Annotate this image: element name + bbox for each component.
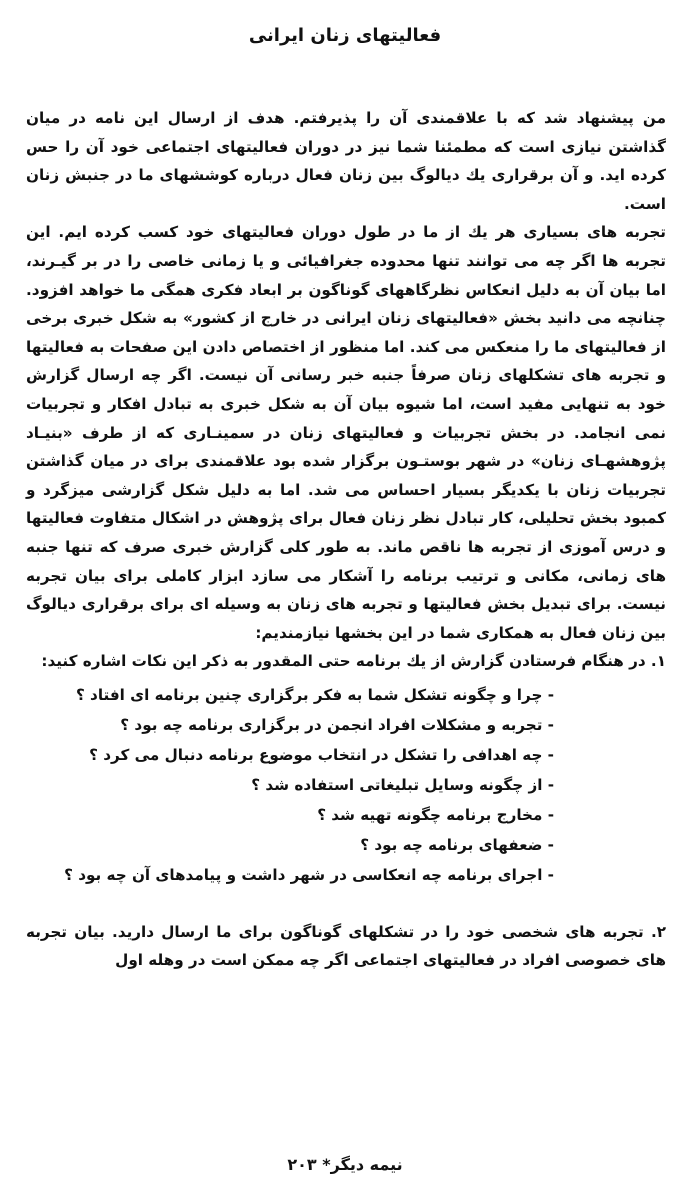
list-item: - ضعفهای برنامه چه بود ؟ — [360, 835, 554, 854]
paragraph-point-two: ۲. تجربه های شخصی خود را در تشکلهای گوناگون برای ما ارسال دارید. بیان تجربه های خصوصی افراد در فعالیتهای اجتماعی اگر چه ممکن است در وهله اول — [26, 922, 666, 970]
paragraph-intro: من پیشنهاد شد که با علاقمندی آن را پذیرفتم. هدف از ارسال این نامه در میان گذاشتن نیازی است که مطمئنا شما نیز در دوران فعالیتهای اجتماعی خود آن را حس کرده اید. و آن برقراری یك دیالوگ بین زنان فعال درباره کوششهای ما در جنبش زنان است. — [26, 109, 666, 213]
page-footer: نیمه دیگر* ۲۰۳ — [287, 1155, 403, 1174]
paragraph-experiences: تجربه های بسیاری هر یك از ما در طول دوران فعالیتهای خود کسب کرده ایم. این تجربه ها اگر چه می توانند تنها محدوده جغرافیائی و یا زمانی خاصی را در بر گیـرند، اما بیان آن به دلیل انعکاس نظرگاههای گوناگون بر ابعاد فکری همگی ما خواهد افزود. چنانچه می دانید بخش «فعالیتهای زنان ایرانی در خارج از کشور» به شکل خبری برخی از فعالیتهای ما را منعکس می کند. اما منظور از اختصاص دادن این صفحات به فعالیتها و تجربه های تشکلهای زنان صرفاً جنبه خبر رسانی آن نیست. اگر چه ارسال گزارش خود به تنهایی مفید است، اما شیوه بیان آن به شکل خبری به تبادل افکار و تجربیات نمی انجامد. در بخش تجربیات و فعالیتهای زنان در سمینـاری که از طرف «بنیـاد پژوهشهـای زنان» در شهر بوستـون برگزار شده بود علاقمندی برای در میان گذاشتن تجربیات زنان با یکدیگر بسیار احساس می شد. اما به دلیل شکل گزارشی میزگرد و کمبود بخش تحلیلی، کار تبادل نظر زنان فعال برای پژوهش در اشکال متفاوت فعالیتها و درس آموزی از تجربه ها ناقص ماند. به طور کلی گزارش خبری صرف که تنها جنبه های زمانی، مکانی و ترتیب برنامه را آشکار می سازد ابزار کاملی برای بیان تجربه نیست. برای تبدیل بخش فعالیتها و تجربه های زنان به وسیله ای برای برقراری دیالوگ بین زنان فعال به همکاری شما در این بخشها نیازمندیم: — [26, 223, 666, 642]
list-item: - مخارج برنامه چگونه تهیه شد ؟ — [317, 805, 554, 824]
article-body — [26, 104, 666, 975]
questions-list — [26, 680, 666, 890]
list-item: - چرا و چگونه تشکل شما به فکر برگزاری چنین برنامه ای افتاد ؟ — [75, 685, 554, 704]
list-item: - از چگونه وسایل تبلیغاتی استفاده شد ؟ — [251, 775, 554, 794]
page-title: فعالیتهای زنان ایرانی — [248, 25, 442, 46]
spacer — [26, 890, 666, 918]
list-item: - اجرای برنامه چه انعکاسی در شهر داشت و پیامدهای آن چه بود ؟ — [64, 865, 554, 884]
paragraph-point-one: ۱. در هنگام فرستادن گزارش از یك برنامه حتی المقدور به ذکر این نکات اشاره کنید: — [41, 652, 666, 671]
list-item: - چه اهدافی را تشکل در انتخاب موضوع برنامه دنبال می کرد ؟ — [89, 745, 554, 764]
list-item: - تجربه و مشکلات افراد انجمن در برگزاری برنامه چه بود ؟ — [120, 715, 554, 734]
